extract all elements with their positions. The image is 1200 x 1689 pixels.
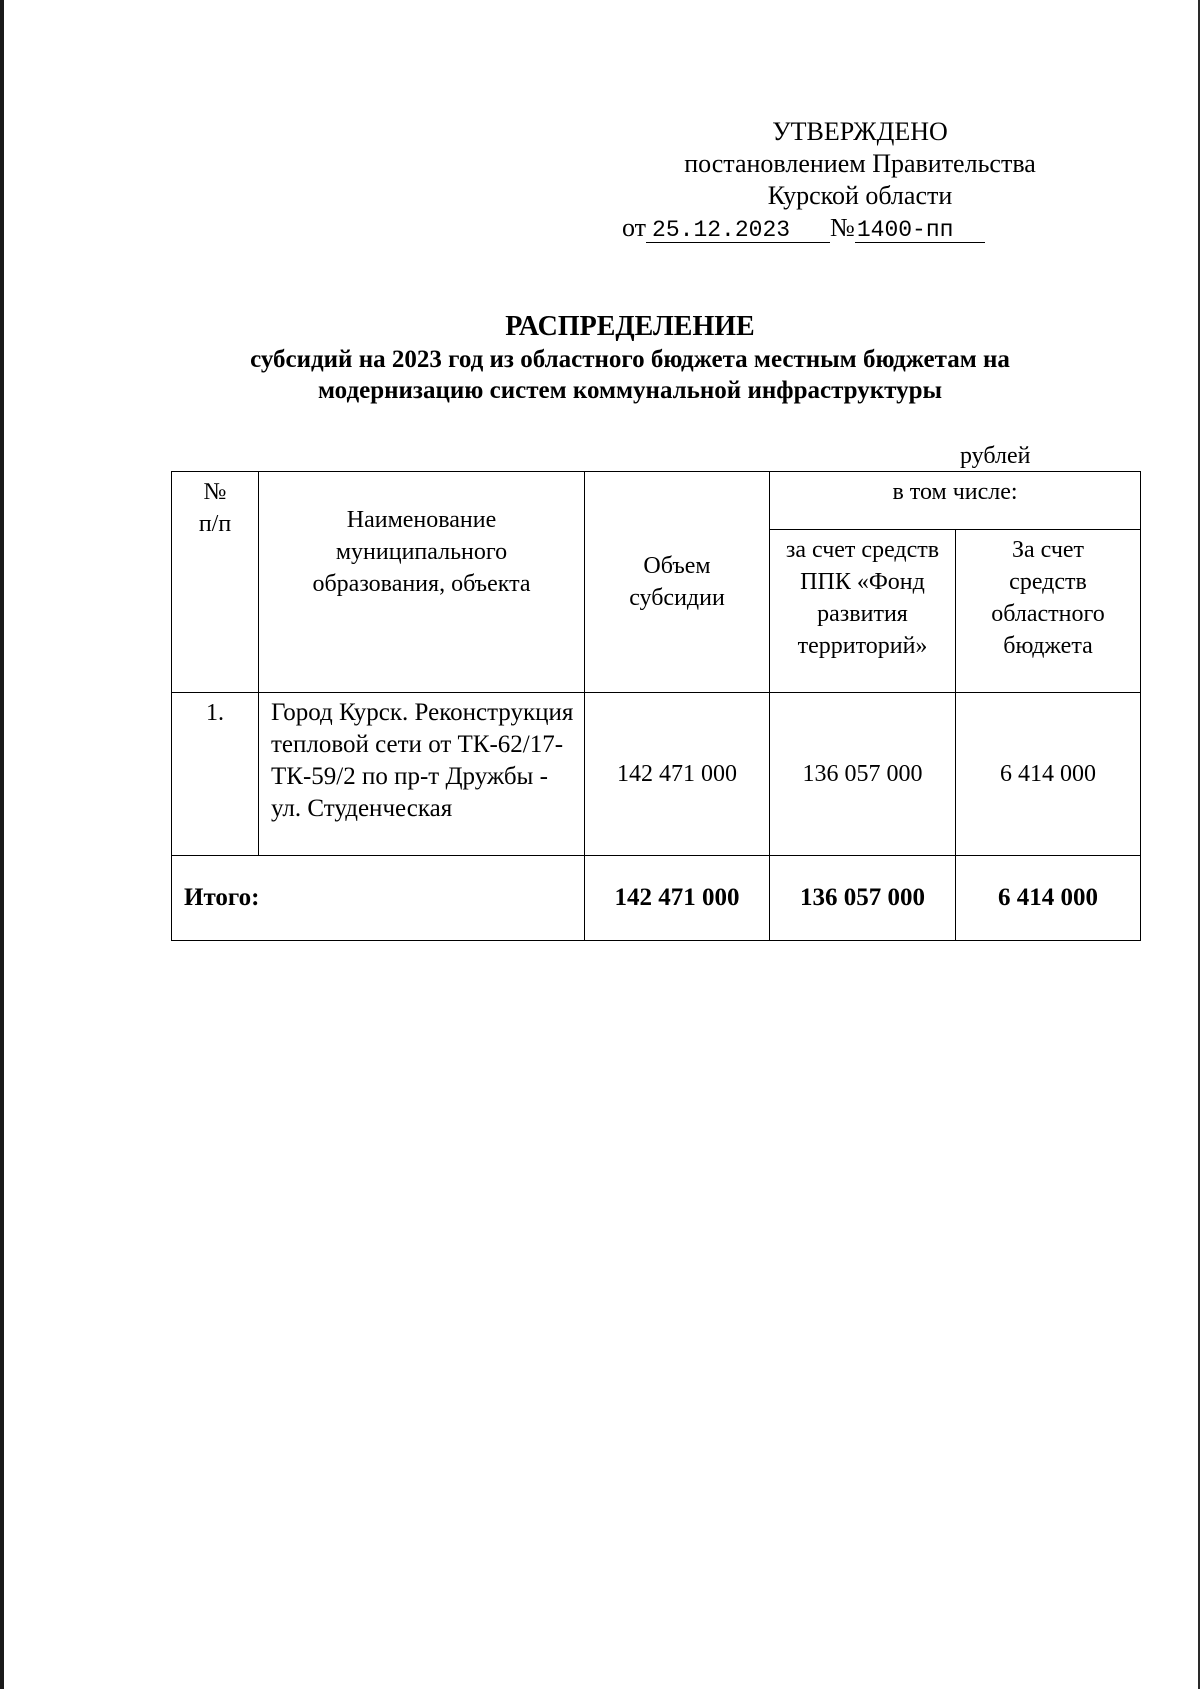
approval-date-row: [622, 212, 1080, 244]
row-regional: 6 414 000: [956, 693, 1141, 856]
date-value: 25.12.2023: [646, 218, 830, 243]
row-num: 1.: [172, 693, 259, 856]
approval-line-3: Курской области: [767, 181, 953, 210]
header-volume: Объем субсидии: [585, 472, 770, 693]
header-num: [172, 472, 259, 693]
total-row: [172, 856, 1141, 941]
date-prefix: от: [622, 213, 647, 242]
distribution-table: [171, 471, 1141, 941]
header-fund: за счет средств ППК «Фонд развития территорий»: [770, 530, 956, 693]
scan-edge-left: [0, 0, 4, 1689]
number-prefix: №: [830, 213, 855, 242]
document-title: [120, 310, 1140, 406]
approval-line-2: постановлением Правительства: [684, 149, 1036, 178]
header-name: Наименование муниципального образования, объекта: [259, 472, 585, 693]
number-value: 1400-пп: [855, 218, 985, 243]
total-label: Итого:: [172, 856, 585, 941]
title-main: РАСПРЕДЕЛЕНИЕ: [505, 311, 755, 342]
unit-label: рублей: [960, 443, 1031, 469]
total-regional: 6 414 000: [956, 856, 1141, 941]
row-name: Город Курск. Реконструкция тепловой сети от ТК-62/17-ТК-59/2 по пр-т Дружбы - ул. Студенческая: [259, 693, 585, 856]
total-volume: 142 471 000: [585, 856, 770, 941]
header-including: в том числе:: [770, 472, 1141, 530]
total-fund: 136 057 000: [770, 856, 956, 941]
header-num-line-2: п/п: [198, 511, 232, 537]
header-num-line-1: №: [203, 479, 227, 505]
approval-stamp: [622, 116, 1080, 244]
approval-line-1: УТВЕРЖДЕНО: [772, 117, 948, 146]
header-row-1: [172, 472, 1141, 530]
header-regional: За счет средств областного бюджета: [956, 530, 1141, 693]
row-fund: 136 057 000: [770, 693, 956, 856]
table-row: [172, 693, 1141, 856]
title-line-2: субсидий на 2023 год из областного бюджета местным бюджетам на: [250, 346, 1010, 373]
row-volume: 142 471 000: [585, 693, 770, 856]
title-line-3: модернизацию систем коммунальной инфраструктуры: [317, 377, 943, 404]
